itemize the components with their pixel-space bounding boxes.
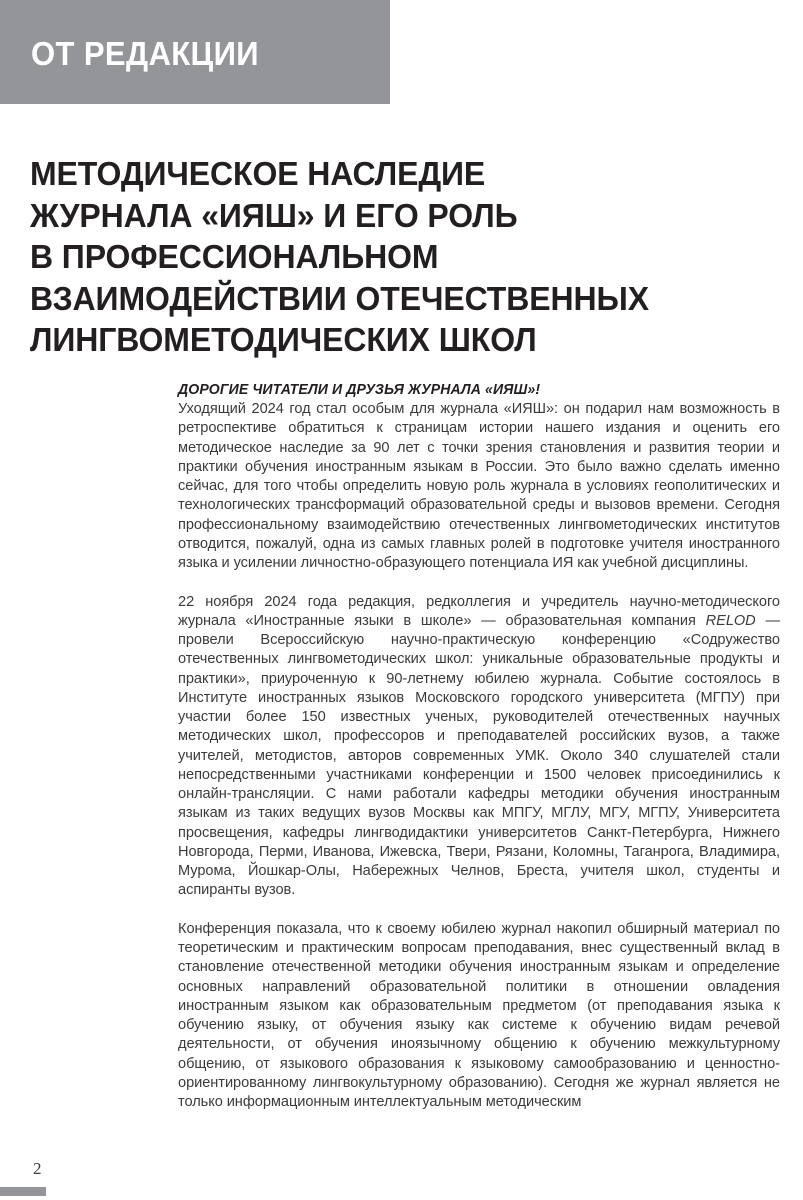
article-title (30, 154, 750, 362)
section-banner-label: ОТ РЕДАКЦИИ (31, 35, 259, 72)
paragraph-2-segment-after: — провели Всероссийскую научно-практическую конференцию «Содружество отечественных лингвометодических школ: уникальные образовательные продукты и практики», приуроченную к 90-летнему юбилею журнала. Событие состоялось в Институте иностранных языков Московского городского университета (МГПУ) при участии более 150 известных ученых, руководителей отечественных научных методических школ, профессоров и преподавателей российских вузов, а также учителей, методистов, авторов современных УМК. Около 340 слушателей стали непосредственными участниками конференции и 1500 человек присоединились к онлайн-трансляции. С нами работали кафедры методики обучения иностранным языкам из таких ведущих вузов Москвы как МПГУ, МГЛУ, МГУ, МГПУ, Университета просвещения, кафедры лингводидактики университетов Санкт-Петербурга, Нижнего Новгорода, Перми, Иванова, Ижевска, Твери, Рязани, Коломны, Таганрога, Владимира, Мурома, Йошкар-Олы, Набережных Челнов, Бреста, учителя школ, студенты и аспиранты вузов. (178, 612, 780, 899)
section-banner (0, 0, 390, 104)
article-paragraph-3: Конференция показала, что к своему юбилею журнал накопил обширный материал по теоретическим и практическим вопросам преподавания, внес существенный вклад в становление отечественной методики обучения иностранным языкам и определение основных направлений образовательной политики в отношении овладения иностранным языком как образовательным предметом (от преподавания языка к обучению языку, от обучения языку как системе к обучению видам речевой деятельности, от обучения иноязычному общению к обучению межкультурному общению, от языкового образования к языковому самообразованию и ценностно-ориентированному лингвокультурному образованию). Сегодня же журнал является не только информационным интеллектуальным методическим (178, 920, 780, 1111)
paragraph-2-brand-relod: RELOD (705, 612, 756, 629)
article-title-line-1: МЕТОДИЧЕСКОЕ НАСЛЕДИЕ (30, 156, 486, 194)
article-paragraph-1: Уходящий 2024 год стал особым для журнала «ИЯШ»: он подарил нам возможность в ретроспективе обратиться к страницам истории нашего издания и оценить его методическое наследие за 90 лет с точки зрения становления и развития теории и практики обучения иностранным языкам в России. Это было важно сделать именно сейчас, для того чтобы определить новую роль журнала в условиях геополитических и технологических трансформаций образовательной среды и вызовов времени. Сегодня профессиональному взаимодействию отечественных лингвометодических институтов отводится, пожалуй, одна из самых главных ролей в подготовке учителя иностранного языка и усилении личностно-образующего потенциала ИЯ как учебной дисциплины. (178, 401, 780, 572)
page-number: 2 (33, 1159, 42, 1178)
footer-rule (0, 1187, 46, 1196)
article-title-line-2: ЖУРНАЛА «ИЯШ» И ЕГО РОЛЬ (30, 197, 518, 235)
article-title-line-3: В ПРОФЕССИОНАЛЬНОМ (30, 239, 439, 277)
article-body (178, 381, 780, 1112)
article-paragraph-2 (178, 593, 780, 901)
paragraph-2-segment-before: 22 ноября 2024 года редакция, редколлегия и учредитель научно-методического журнала «Иностранные языки в школе» — образовательная компания (178, 593, 780, 629)
article-lead-in: ДОРОГИЕ ЧИТАТЕЛИ И ДРУЗЬЯ ЖУРНАЛА «ИЯШ»! (178, 382, 541, 398)
article-title-line-4: ВЗАИМОДЕЙСТВИИ ОТЕЧЕСТВЕННЫХ (30, 280, 649, 318)
article-title-line-5: ЛИНГВОМЕТОДИЧЕСКИХ ШКОЛ (30, 322, 537, 360)
